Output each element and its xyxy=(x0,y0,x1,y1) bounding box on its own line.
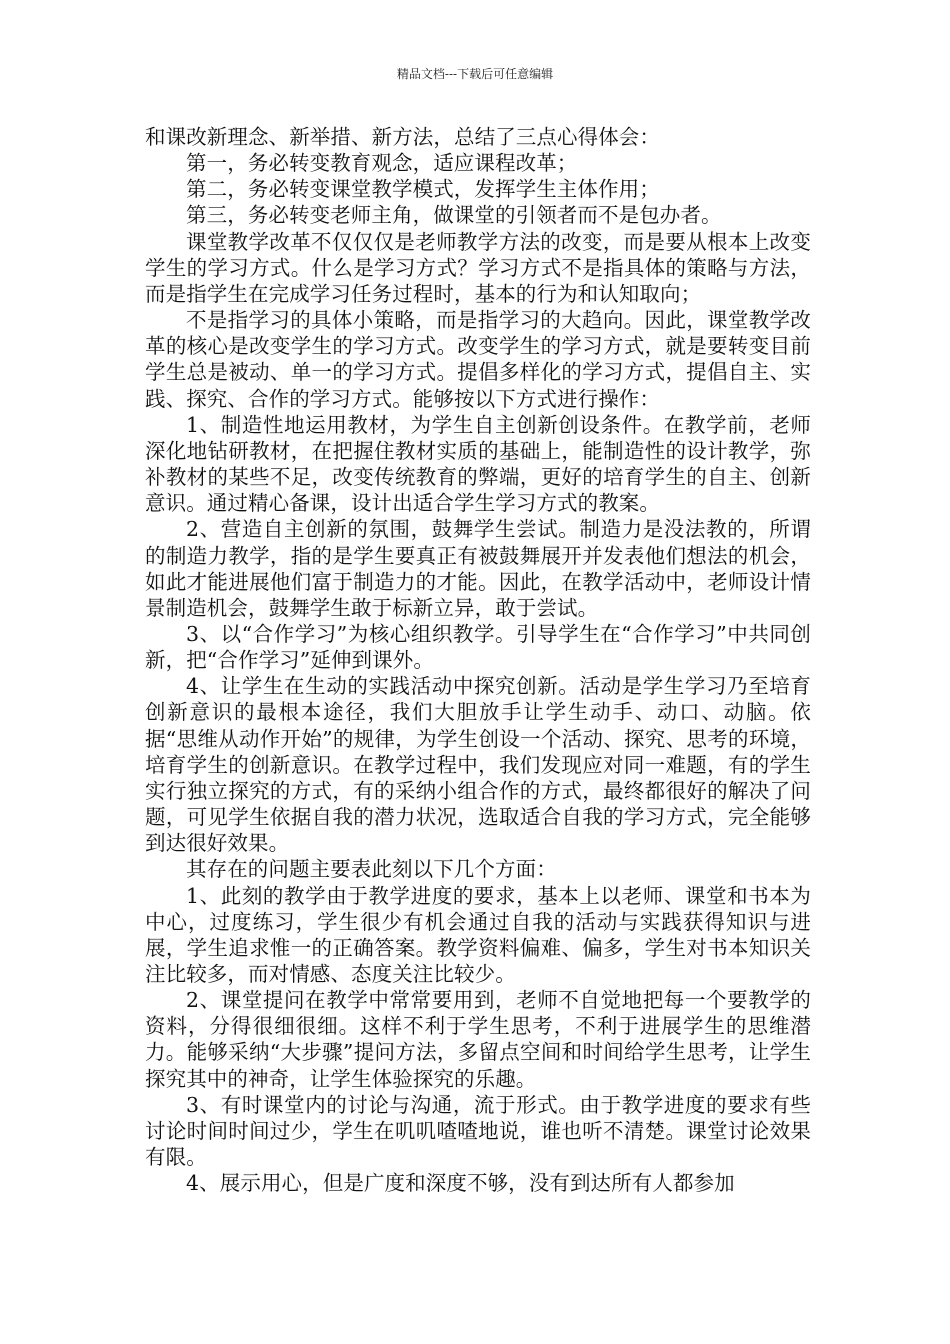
paragraph: 3、有时课堂内的讨论与沟通，流于形式。由于教学进度的要求有些讨论时间时间过少，学生在叽叽喳喳地说，谁也听不清楚。课堂讨论效果有限。 xyxy=(145,1092,811,1170)
paragraph: 第二，务必转变课堂教学模式，发挥学生主体作用； xyxy=(186,177,660,202)
document-body xyxy=(145,124,811,1196)
paragraph: 第三，务必转变老师主角，做课堂的引领者而不是包办者。 xyxy=(186,203,722,228)
paragraph: 第一，务必转变教育观念，适应课程改革； xyxy=(186,151,578,176)
paragraph: 4、展示用心，但是广度和深度不够，没有到达所有人都参加 xyxy=(186,1171,735,1196)
paragraph: 其存在的问题主要表此刻以下几个方面： xyxy=(186,857,557,882)
paragraph: 1、此刻的教学由于教学进度的要求，基本上以老师、课堂和书本为中心，过度练习，学生很少有机会通过自我的活动与实践获得知识与进展，学生追求惟一的正确答案。教学资料偏难、偏多，学生对书本知识关注比较多，而对情感、态度关注比较少。 xyxy=(145,883,811,986)
paragraph: 和课改新理念、新举措、新方法，总结了三点心得体会： xyxy=(145,125,660,149)
paragraph: 3、以“合作学习”为核心组织教学。引导学生在“合作学习”中共同创新，把“合作学习”延伸到课外。 xyxy=(145,621,811,673)
paragraph: 1、制造性地运用教材，为学生自主创新创设条件。在教学前，老师深化地钻研教材，在把握住教材实质的基础上，能制造性的设计教学，弥补教材的某些不足，改变传统教育的弊端，更好的培育学生的自主、创新意识。通过精心备课，设计出适合学生学习方式的教案。 xyxy=(145,412,811,516)
paragraph: 2、课堂提问在教学中常常要用到，老师不自觉地把每一个要教学的资料，分得很细很细。这样不利于学生思考，不利于进展学生的思维潜力。能够采纳“大步骤”提问方法，多留点空间和时间给学生思考，让学生探究其中的神奇，让学生体验探究的乐趣。 xyxy=(145,988,811,1091)
paragraph: 2、营造自主创新的氛围，鼓舞学生尝试。制造力是没法教的，所谓的制造力教学，指的是学生要真正有被鼓舞展开并发表他们想法的机会，如此才能进展他们富于制造力的才能。因此，在教学活动中，老师设计情景制造机会，鼓舞学生敢于标新立异，敢于尝试。 xyxy=(145,517,811,620)
paragraph: 不是指学习的具体小策略，而是指学习的大趋向。因此，课堂教学改革的核心是改变学生的学习方式。改变学生的学习方式，就是要转变目前学生总是被动、单一的学习方式。提倡多样化的学习方式，提倡自主、实践、探究、合作的学习方式。能够按以下方式进行操作： xyxy=(145,308,811,411)
paragraph: 课堂教学改革不仅仅仅是老师教学方法的改变，而是要从根本上改变学生的学习方式。什么是学习方式？学习方式不是指具体的策略与方法，而是指学生在完成学习任务过程时，基本的行为和认知取向； xyxy=(145,229,811,306)
page-header: 精品文档---下载后可任意编辑 xyxy=(396,67,554,81)
paragraph: 4、让学生在生动的实践活动中探究创新。活动是学生学习乃至培育创新意识的最根本途径，我们大胆放手让学生动手、动口、动脑。依据“思维从动作开始”的规律，为学生创设一个活动、探究、思考的环境，培育学生的创新意识。在教学过程中，我们发现应对同一难题，有的学生实行独立探究的方式，有的采纳小组合作的方式，最终都很好的解决了问题，可见学生依据自我的潜力状况，选取适合自我的学习方式，完全能够到达很好效果。 xyxy=(145,674,811,856)
